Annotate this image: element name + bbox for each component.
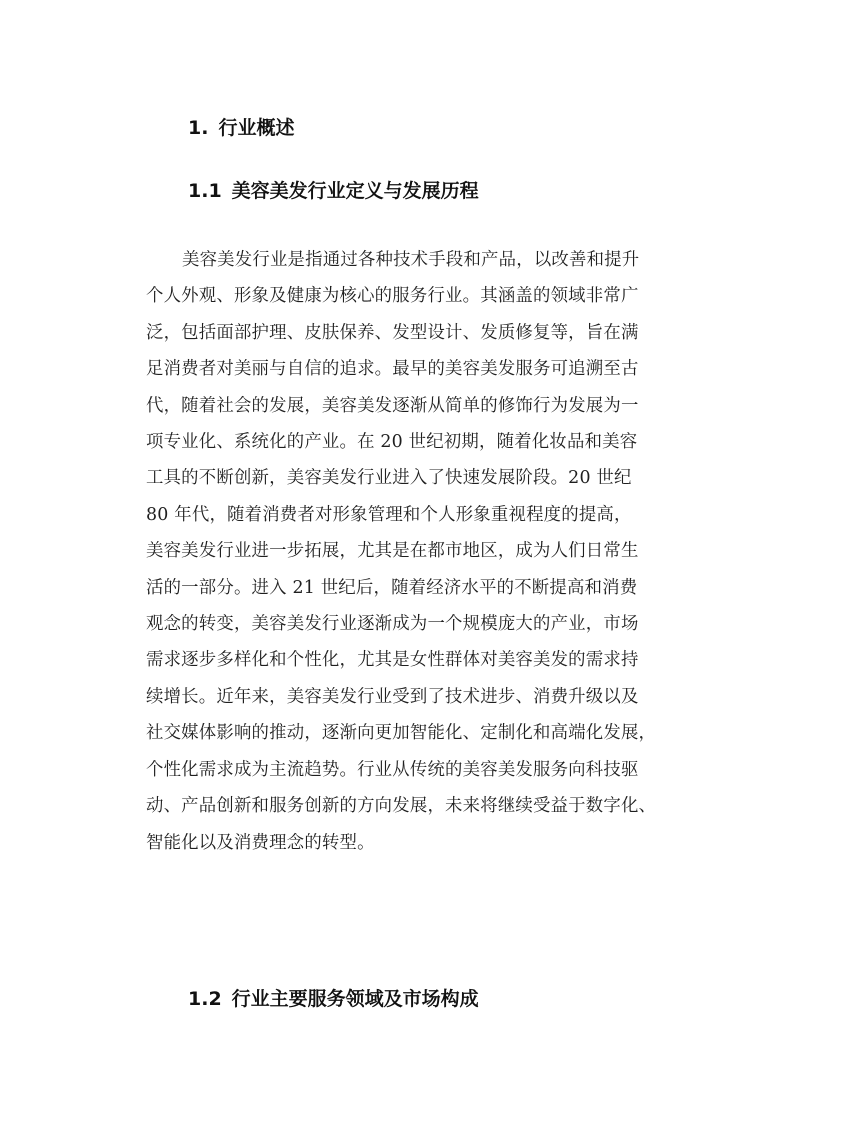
section-number: 1. [188, 117, 209, 139]
paragraph-line: 个人外观、形象及健康为核心的服务行业。其涵盖的领域非常广 [146, 286, 639, 307]
paragraph-line: 足消费者对美丽与自信的追求。最早的美容美发服务可追溯至古 [146, 359, 639, 380]
paragraph-line: 80 年代，随着消费者对形象管理和个人形象重视程度的提高， [146, 504, 632, 525]
paragraph-line: 个性化需求成为主流趋势。行业从传统的美容美发服务向科技驱 [146, 759, 639, 780]
paragraph-line: 工具的不断创新，美容美发行业进入了快速发展阶段。20 世纪 [146, 468, 632, 489]
section-title: 美容美发行业定义与发展历程 [231, 180, 479, 202]
paragraph-line: 动、产品创新和服务创新的方向发展，未来将继续受益于数字化、 [146, 796, 657, 817]
paragraph-line: 智能化以及消费理念的转型。 [146, 832, 375, 853]
paragraph-line: 续增长。近年来，美容美发行业受到了技术进步、消费升级以及 [146, 686, 639, 707]
section-number: 1.2 [188, 988, 222, 1010]
body-paragraph [146, 242, 706, 861]
paragraph-line: 社交媒体影响的推动，逐渐向更加智能化、定制化和高端化发展， [146, 723, 657, 744]
paragraph-line: 泛，包括面部护理、皮肤保养、发型设计、发质修复等，旨在满 [146, 322, 639, 343]
paragraph-line: 美容美发行业进一步拓展，尤其是在都市地区，成为人们日常生 [146, 541, 639, 562]
section-title: 行业概述 [218, 117, 295, 139]
section-heading-1-1 [188, 178, 479, 204]
paragraph-line: 项专业化、系统化的产业。在 20 世纪初期，随着化妆品和美容 [146, 432, 638, 453]
paragraph-line: 观念的转变，美容美发行业逐渐成为一个规模庞大的产业，市场 [146, 614, 639, 635]
paragraph-line: 活的一部分。进入 21 世纪后，随着经济水平的不断提高和消费 [146, 577, 638, 598]
section-title: 行业主要服务领域及市场构成 [231, 988, 479, 1010]
section-number: 1.1 [188, 180, 222, 202]
section-heading-1 [188, 115, 294, 141]
paragraph-line: 代，随着社会的发展，美容美发逐渐从简单的修饰行为发展为一 [146, 395, 639, 416]
section-heading-1-2 [188, 986, 479, 1012]
paragraph-line: 美容美发行业是指通过各种技术手段和产品，以改善和提升 [182, 250, 640, 270]
paragraph-line: 需求逐步多样化和个性化，尤其是女性群体对美容美发的需求持 [146, 650, 639, 671]
